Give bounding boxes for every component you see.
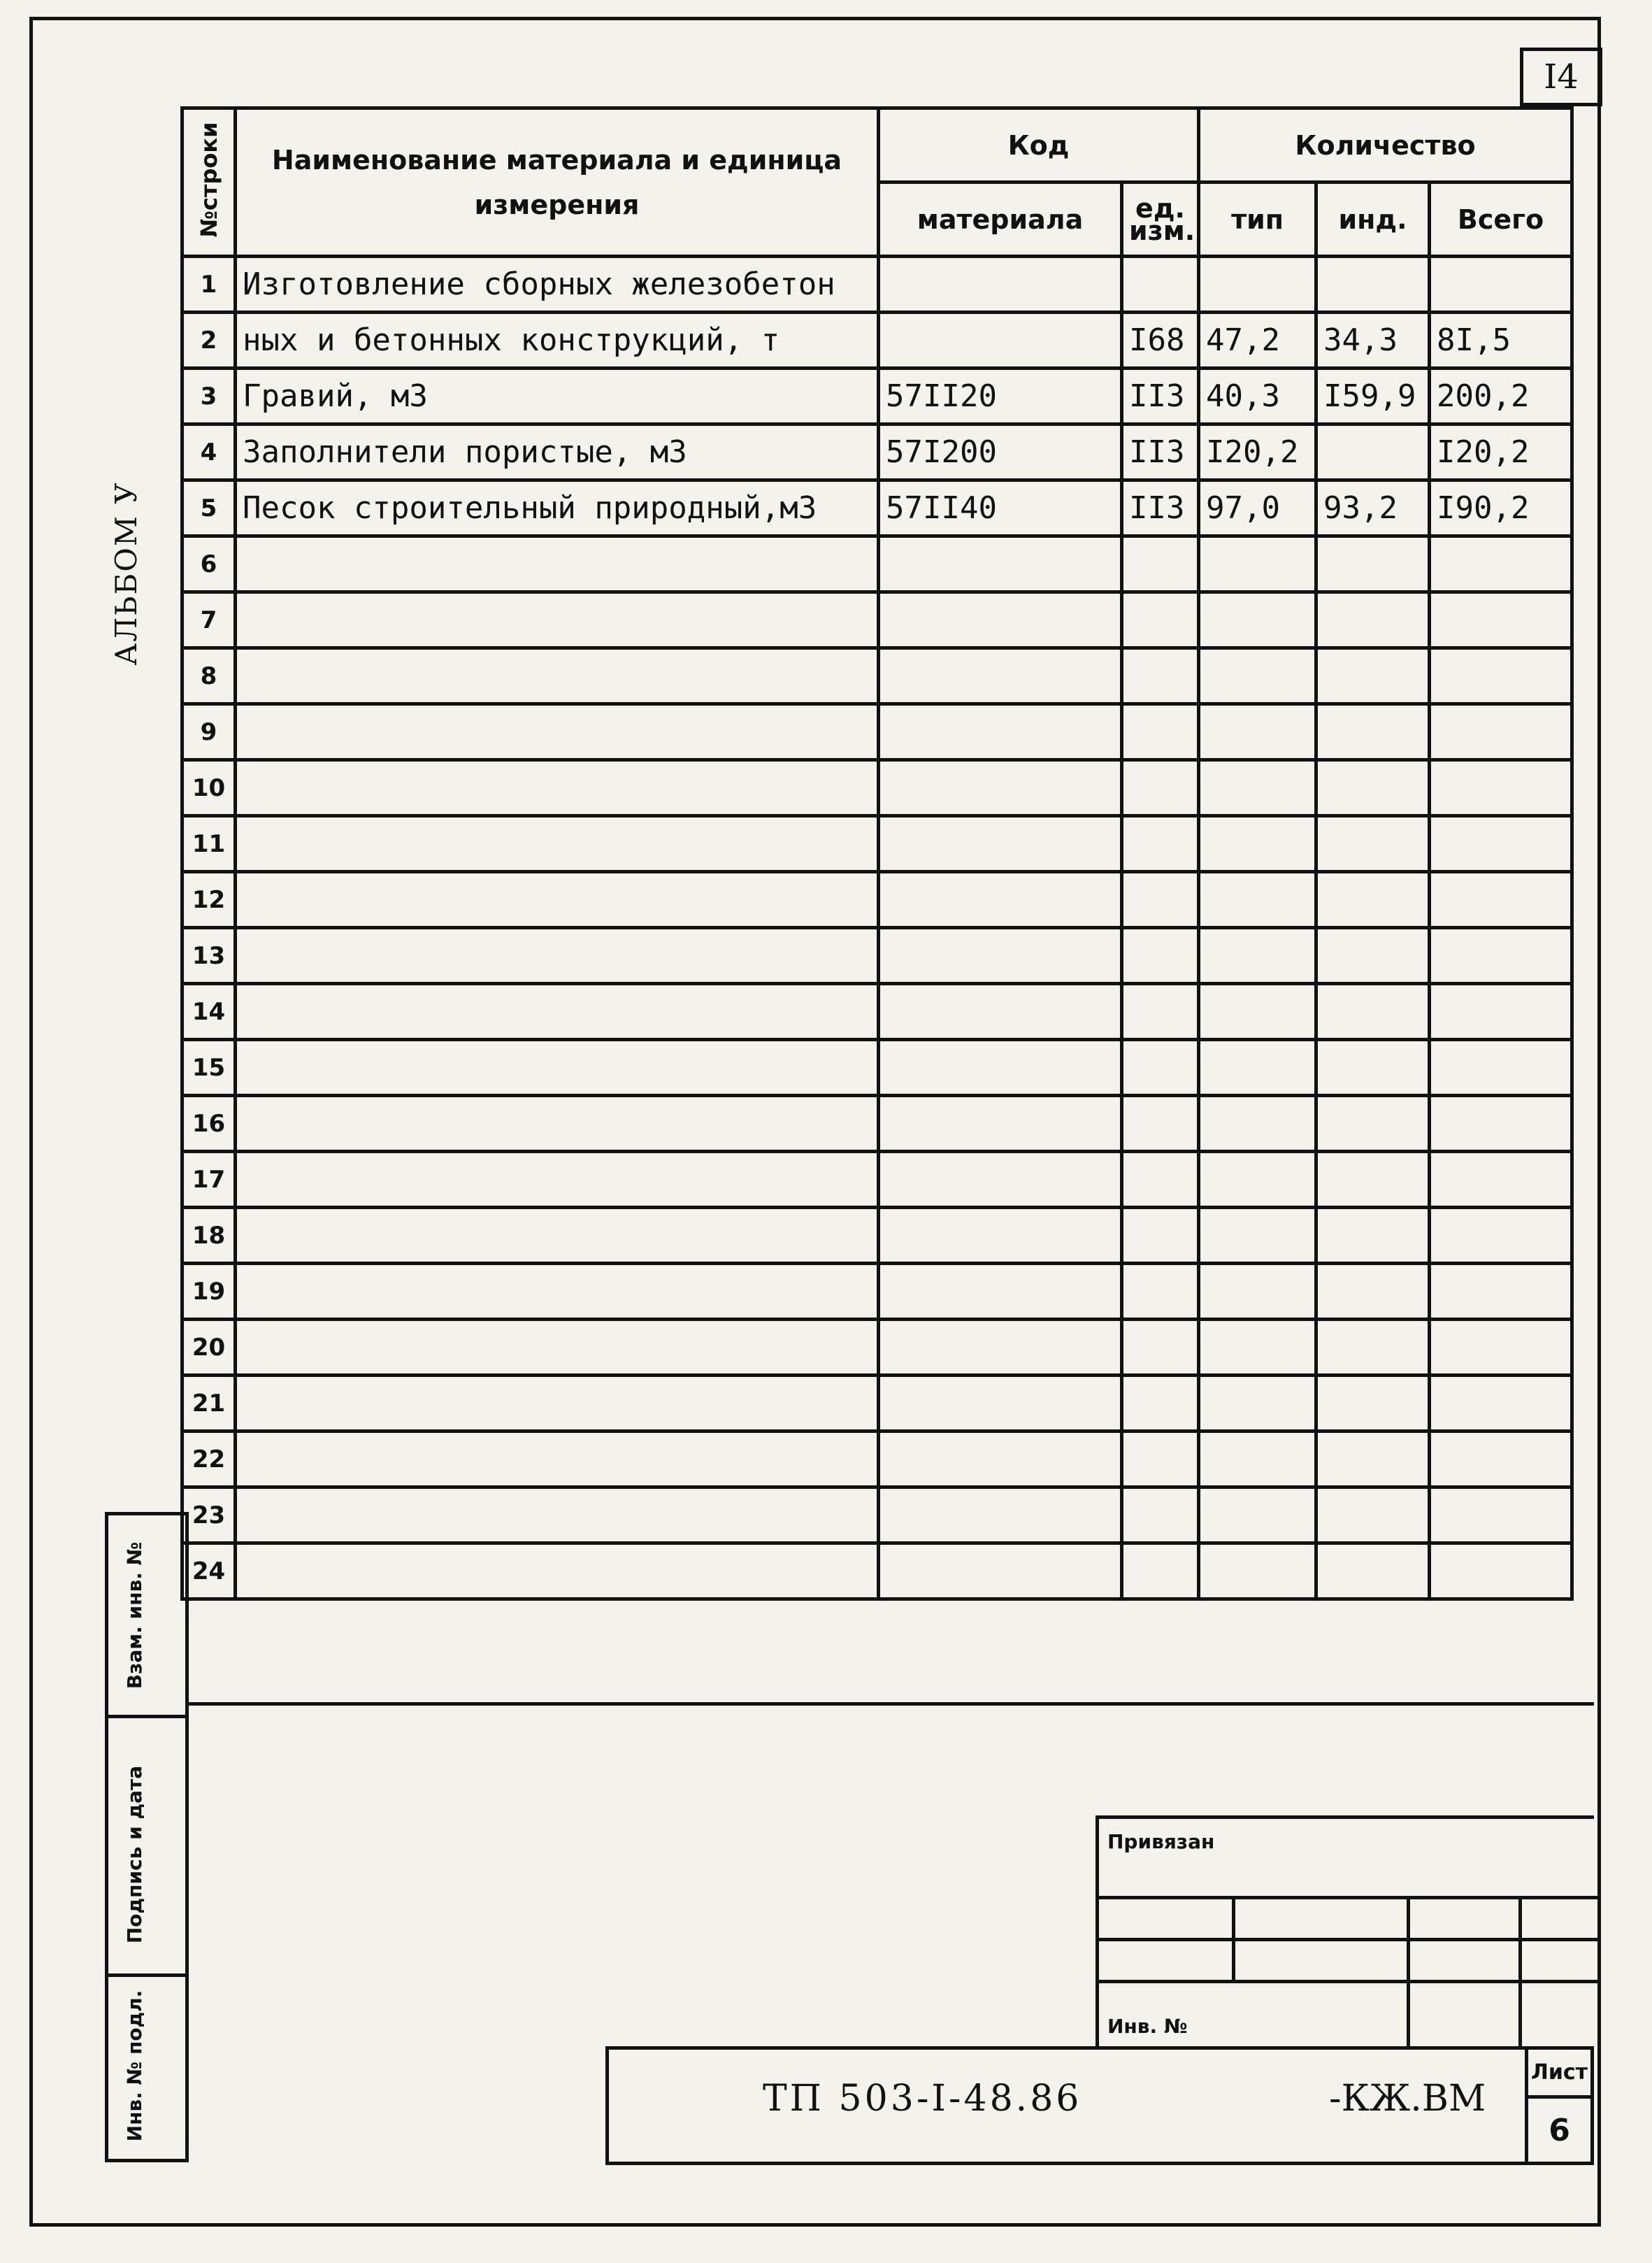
- cell-code: [879, 1096, 1122, 1152]
- cell-name: [236, 704, 879, 760]
- table-row: [182, 1487, 1572, 1543]
- cell-name: [236, 928, 879, 984]
- cell-type: I20,2: [1199, 424, 1316, 480]
- signature-date-cell: Подпись и дата: [108, 1718, 185, 1977]
- cell-code: [879, 1376, 1122, 1432]
- table-row: [182, 1040, 1572, 1096]
- table-row: [182, 1320, 1572, 1376]
- document-suffix: -КЖ.ВМ: [1329, 2078, 1486, 2120]
- approval-strip: [105, 1512, 189, 2162]
- code-group-header: Код: [879, 108, 1199, 183]
- cell-unit: [1122, 1040, 1199, 1096]
- cell-no: 4: [182, 424, 236, 480]
- cell-ind: [1316, 1376, 1430, 1432]
- cell-no: 11: [182, 816, 236, 872]
- cell-total: [1430, 1040, 1572, 1096]
- cell-code: [879, 1208, 1122, 1264]
- cell-total: [1430, 1320, 1572, 1376]
- cell-ind: [1316, 1487, 1430, 1543]
- cell-total: [1430, 872, 1572, 928]
- cell-type: [1199, 816, 1316, 872]
- cell-code: [879, 313, 1122, 369]
- cell-no: 12: [182, 872, 236, 928]
- cell-total: [1430, 592, 1572, 648]
- cell-total: [1430, 1376, 1572, 1432]
- qty-ind-header: инд.: [1316, 183, 1430, 257]
- cell-total: [1430, 1208, 1572, 1264]
- cell-unit: [1122, 1432, 1199, 1487]
- cell-ind: [1316, 984, 1430, 1040]
- name-header: Наименование материала и единица измерения: [236, 108, 879, 257]
- cell-name: [236, 816, 879, 872]
- cell-total: [1430, 760, 1572, 816]
- cell-code: [879, 648, 1122, 704]
- cell-no: 5: [182, 480, 236, 536]
- cell-code: [879, 1264, 1122, 1320]
- cell-code: [879, 1432, 1122, 1487]
- cell-unit: [1122, 816, 1199, 872]
- cell-code: [879, 704, 1122, 760]
- cell-name: ных и бетонных конструкций, т: [236, 313, 879, 369]
- cell-name: [236, 1320, 879, 1376]
- cell-ind: 93,2: [1316, 480, 1430, 536]
- table-row: [182, 1152, 1572, 1208]
- row-number-header: №строки: [182, 108, 236, 257]
- cell-unit: I68: [1122, 313, 1199, 369]
- table-row: [182, 480, 1572, 536]
- inventory-number-label: Инв. №: [1107, 2015, 1188, 2038]
- cell-total: [1430, 648, 1572, 704]
- cell-total: [1430, 1152, 1572, 1208]
- cell-no: 8: [182, 648, 236, 704]
- cell-unit: [1122, 1376, 1199, 1432]
- cell-name: Песок строительный природный,м3: [236, 480, 879, 536]
- table-row: [182, 704, 1572, 760]
- code-material-header: материала: [879, 183, 1122, 257]
- table-row: [182, 872, 1572, 928]
- quantity-group-header: Количество: [1199, 108, 1572, 183]
- cell-unit: II3: [1122, 480, 1199, 536]
- table-row: [182, 369, 1572, 424]
- cell-code: [879, 872, 1122, 928]
- materials-table: [180, 106, 1574, 1601]
- cell-type: [1199, 1432, 1316, 1487]
- sheet-value: 6: [1525, 2099, 1590, 2162]
- cell-total: [1430, 1487, 1572, 1543]
- cell-ind: [1316, 536, 1430, 592]
- cell-no: 19: [182, 1264, 236, 1320]
- cell-total: [1430, 1432, 1572, 1487]
- cell-ind: [1316, 704, 1430, 760]
- cell-total: 200,2: [1430, 369, 1572, 424]
- cell-no: 14: [182, 984, 236, 1040]
- table-row: [182, 313, 1572, 369]
- cell-name: [236, 1376, 879, 1432]
- cell-type: [1199, 648, 1316, 704]
- cell-name: [236, 1487, 879, 1543]
- cell-ind: [1316, 424, 1430, 480]
- table-row: [182, 1264, 1572, 1320]
- cell-ind: [1316, 1096, 1430, 1152]
- cell-ind: [1316, 648, 1430, 704]
- cell-total: [1430, 257, 1572, 313]
- cell-ind: [1316, 816, 1430, 872]
- cell-type: [1199, 257, 1316, 313]
- cell-unit: [1122, 1152, 1199, 1208]
- cell-name: Заполнители пористые, м3: [236, 424, 879, 480]
- cell-no: 23: [182, 1487, 236, 1543]
- cell-type: [1199, 872, 1316, 928]
- cell-type: 47,2: [1199, 313, 1316, 369]
- cell-type: [1199, 1320, 1316, 1376]
- cell-type: [1199, 984, 1316, 1040]
- cell-type: [1199, 536, 1316, 592]
- table-row: [182, 928, 1572, 984]
- table-row: [182, 648, 1572, 704]
- binding-stamp: [1096, 1815, 1594, 2049]
- cell-name: Гравий, м3: [236, 369, 879, 424]
- cell-unit: [1122, 760, 1199, 816]
- document-code: ТП 503-I-48.86: [763, 2078, 1082, 2120]
- cell-type: [1199, 1264, 1316, 1320]
- cell-ind: [1316, 592, 1430, 648]
- cell-total: [1430, 536, 1572, 592]
- cell-ind: [1316, 872, 1430, 928]
- table-row: [182, 1096, 1572, 1152]
- cell-name: [236, 760, 879, 816]
- cell-name: Изготовление сборных железобетон: [236, 257, 879, 313]
- cell-total: [1430, 984, 1572, 1040]
- cell-name: [236, 1432, 879, 1487]
- cell-no: 18: [182, 1208, 236, 1264]
- cell-type: [1199, 760, 1316, 816]
- cell-code: [879, 984, 1122, 1040]
- cell-code: [879, 1152, 1122, 1208]
- code-unit-header: ед. изм.: [1122, 183, 1199, 257]
- cell-no: 15: [182, 1040, 236, 1096]
- cell-no: 9: [182, 704, 236, 760]
- cell-code: [879, 760, 1122, 816]
- table-row: [182, 1376, 1572, 1432]
- cell-ind: [1316, 1040, 1430, 1096]
- cell-name: [236, 592, 879, 648]
- cell-unit: [1122, 592, 1199, 648]
- cell-unit: II3: [1122, 369, 1199, 424]
- table-row: [182, 816, 1572, 872]
- cell-code: 57I200: [879, 424, 1122, 480]
- cell-type: [1199, 592, 1316, 648]
- original-inventory-cell: Инв. № подл.: [122, 1990, 146, 2142]
- cell-type: [1199, 704, 1316, 760]
- cell-total: [1430, 928, 1572, 984]
- cell-type: 40,3: [1199, 369, 1316, 424]
- cell-code: 57II20: [879, 369, 1122, 424]
- table-row: [182, 536, 1572, 592]
- cell-unit: [1122, 1264, 1199, 1320]
- cell-code: [879, 592, 1122, 648]
- table-row: [182, 984, 1572, 1040]
- cell-code: [879, 257, 1122, 313]
- cell-unit: [1122, 536, 1199, 592]
- table-row: [182, 424, 1572, 480]
- cell-code: [879, 816, 1122, 872]
- cell-unit: [1122, 984, 1199, 1040]
- cell-name: [236, 1543, 879, 1599]
- table-row: [182, 1208, 1572, 1264]
- cell-ind: [1316, 1208, 1430, 1264]
- cell-no: 7: [182, 592, 236, 648]
- cell-unit: [1122, 704, 1199, 760]
- cell-type: [1199, 1543, 1316, 1599]
- cell-code: [879, 1487, 1122, 1543]
- table-bottom-rule: [187, 1702, 1594, 1706]
- cell-total: [1430, 704, 1572, 760]
- cell-code: [879, 1040, 1122, 1096]
- cell-unit: [1122, 872, 1199, 928]
- table-row: [182, 1432, 1572, 1487]
- cell-total: I90,2: [1430, 480, 1572, 536]
- album-label: АЛЬБОМ У: [108, 481, 143, 666]
- cell-total: [1430, 1264, 1572, 1320]
- cell-ind: [1316, 257, 1430, 313]
- cell-unit: [1122, 1543, 1199, 1599]
- cell-unit: [1122, 1096, 1199, 1152]
- cell-total: [1430, 1543, 1572, 1599]
- cell-no: 10: [182, 760, 236, 816]
- cell-no: 2: [182, 313, 236, 369]
- cell-type: [1199, 1152, 1316, 1208]
- cell-no: 3: [182, 369, 236, 424]
- table-row: [182, 592, 1572, 648]
- cell-no: 20: [182, 1320, 236, 1376]
- cell-no: 21: [182, 1376, 236, 1432]
- cell-unit: [1122, 1208, 1199, 1264]
- cell-no: 16: [182, 1096, 236, 1152]
- cell-total: 8I,5: [1430, 313, 1572, 369]
- cell-total: [1430, 1096, 1572, 1152]
- cell-no: 17: [182, 1152, 236, 1208]
- cell-name: [236, 872, 879, 928]
- cell-ind: [1316, 1432, 1430, 1487]
- cell-name: [236, 1096, 879, 1152]
- cell-unit: [1122, 1487, 1199, 1543]
- cell-no: 24: [182, 1543, 236, 1599]
- cell-type: [1199, 1096, 1316, 1152]
- sheet-number: I4: [1520, 48, 1602, 106]
- cell-type: 97,0: [1199, 480, 1316, 536]
- table-row: [182, 1543, 1572, 1599]
- attached-label: Привязан: [1107, 1830, 1215, 1853]
- cell-unit: [1122, 928, 1199, 984]
- table-row: [182, 760, 1572, 816]
- cell-unit: [1122, 1320, 1199, 1376]
- sheet-label: Лист: [1525, 2050, 1590, 2099]
- cell-no: 22: [182, 1432, 236, 1487]
- cell-type: [1199, 1040, 1316, 1096]
- cell-no: 6: [182, 536, 236, 592]
- cell-no: 13: [182, 928, 236, 984]
- cell-no: 1: [182, 257, 236, 313]
- cell-ind: [1316, 1264, 1430, 1320]
- cell-ind: [1316, 1152, 1430, 1208]
- replacement-inventory-cell: Взам. инв. №: [108, 1515, 185, 1718]
- cell-code: 57II40: [879, 480, 1122, 536]
- cell-ind: I59,9: [1316, 369, 1430, 424]
- cell-name: [236, 1152, 879, 1208]
- cell-name: [236, 984, 879, 1040]
- cell-ind: [1316, 1543, 1430, 1599]
- cell-type: [1199, 928, 1316, 984]
- cell-name: [236, 648, 879, 704]
- cell-ind: [1316, 760, 1430, 816]
- cell-name: [236, 1264, 879, 1320]
- cell-code: [879, 928, 1122, 984]
- table-row: [182, 257, 1572, 313]
- cell-type: [1199, 1208, 1316, 1264]
- cell-total: [1430, 816, 1572, 872]
- cell-code: [879, 1543, 1122, 1599]
- cell-ind: [1316, 928, 1430, 984]
- cell-ind: [1316, 1320, 1430, 1376]
- cell-type: [1199, 1376, 1316, 1432]
- cell-ind: 34,3: [1316, 313, 1430, 369]
- cell-total: I20,2: [1430, 424, 1572, 480]
- cell-type: [1199, 1487, 1316, 1543]
- cell-unit: [1122, 648, 1199, 704]
- title-block: [605, 2046, 1594, 2165]
- cell-code: [879, 1320, 1122, 1376]
- cell-code: [879, 536, 1122, 592]
- cell-name: [236, 1208, 879, 1264]
- qty-total-header: Всего: [1430, 183, 1572, 257]
- qty-type-header: тип: [1199, 183, 1316, 257]
- cell-unit: [1122, 257, 1199, 313]
- cell-name: [236, 536, 879, 592]
- cell-name: [236, 1040, 879, 1096]
- cell-unit: II3: [1122, 424, 1199, 480]
